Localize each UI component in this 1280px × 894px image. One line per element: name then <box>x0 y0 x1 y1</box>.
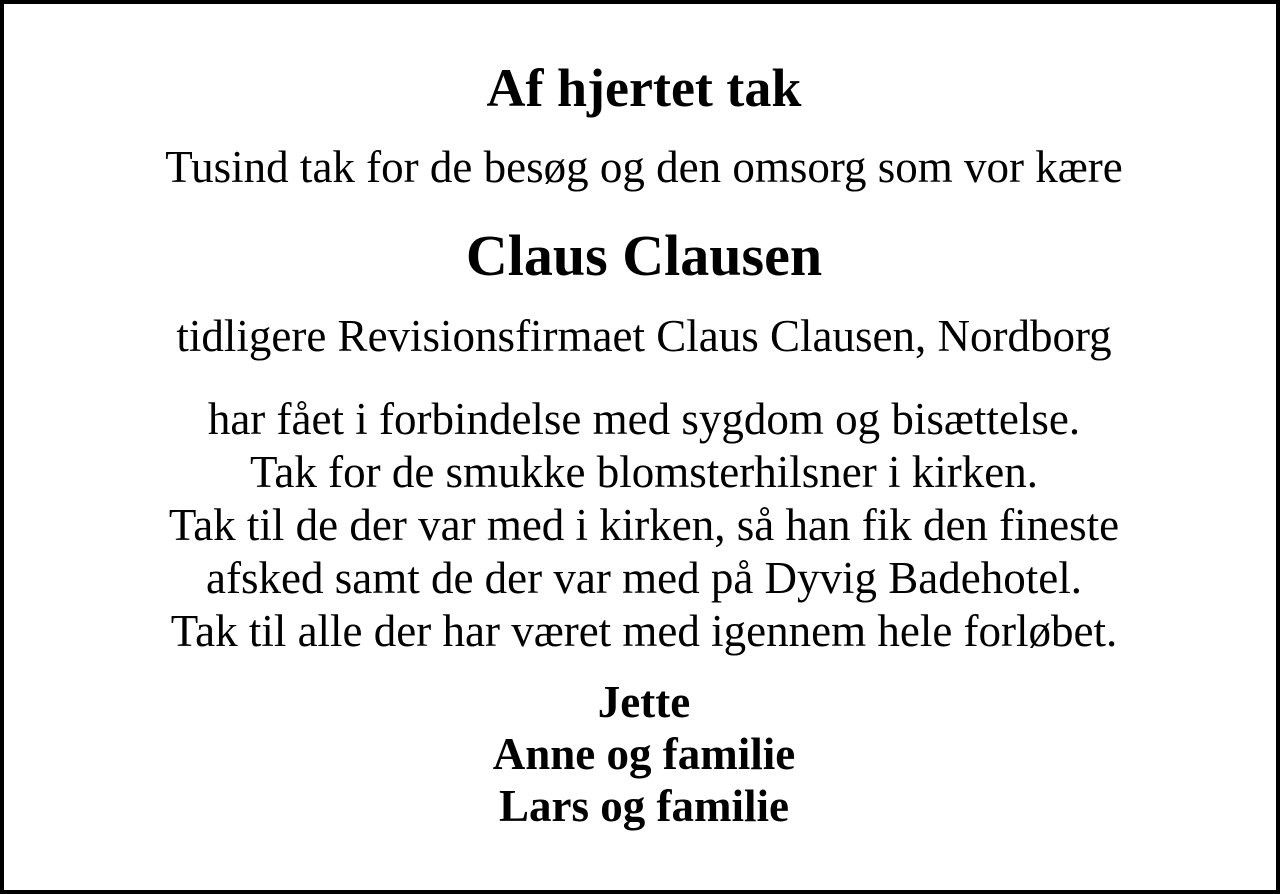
signature-line: Jette <box>597 677 691 727</box>
body-line: Tak til de der var med i kirken, så han fik den fineste <box>168 500 1120 550</box>
body-line: Tak til alle der har været med igennem hele forløbet. <box>170 606 1118 656</box>
signature-line: Anne og familie <box>492 729 796 779</box>
body-line: Tak for de smukke blomsterhilsner i kirken. <box>250 447 1038 497</box>
thanks-body <box>4 393 1280 658</box>
signature-line: Lars og familie <box>499 781 789 831</box>
signature-block <box>4 676 1280 832</box>
former-title: tidligere Revisionsfirmaet Claus Clausen, Nordborg <box>176 311 1112 361</box>
body-line: afsked samt de der var med på Dyvig Badehotel. <box>206 553 1082 603</box>
notice-heading: Af hjertet tak <box>486 58 802 118</box>
intro-text: Tusind tak for de besøg og den omsorg som vor kære <box>165 142 1123 192</box>
body-line: har fået i forbindelse med sygdom og bisættelse. <box>207 394 1081 444</box>
deceased-name: Claus Clausen <box>465 223 823 288</box>
